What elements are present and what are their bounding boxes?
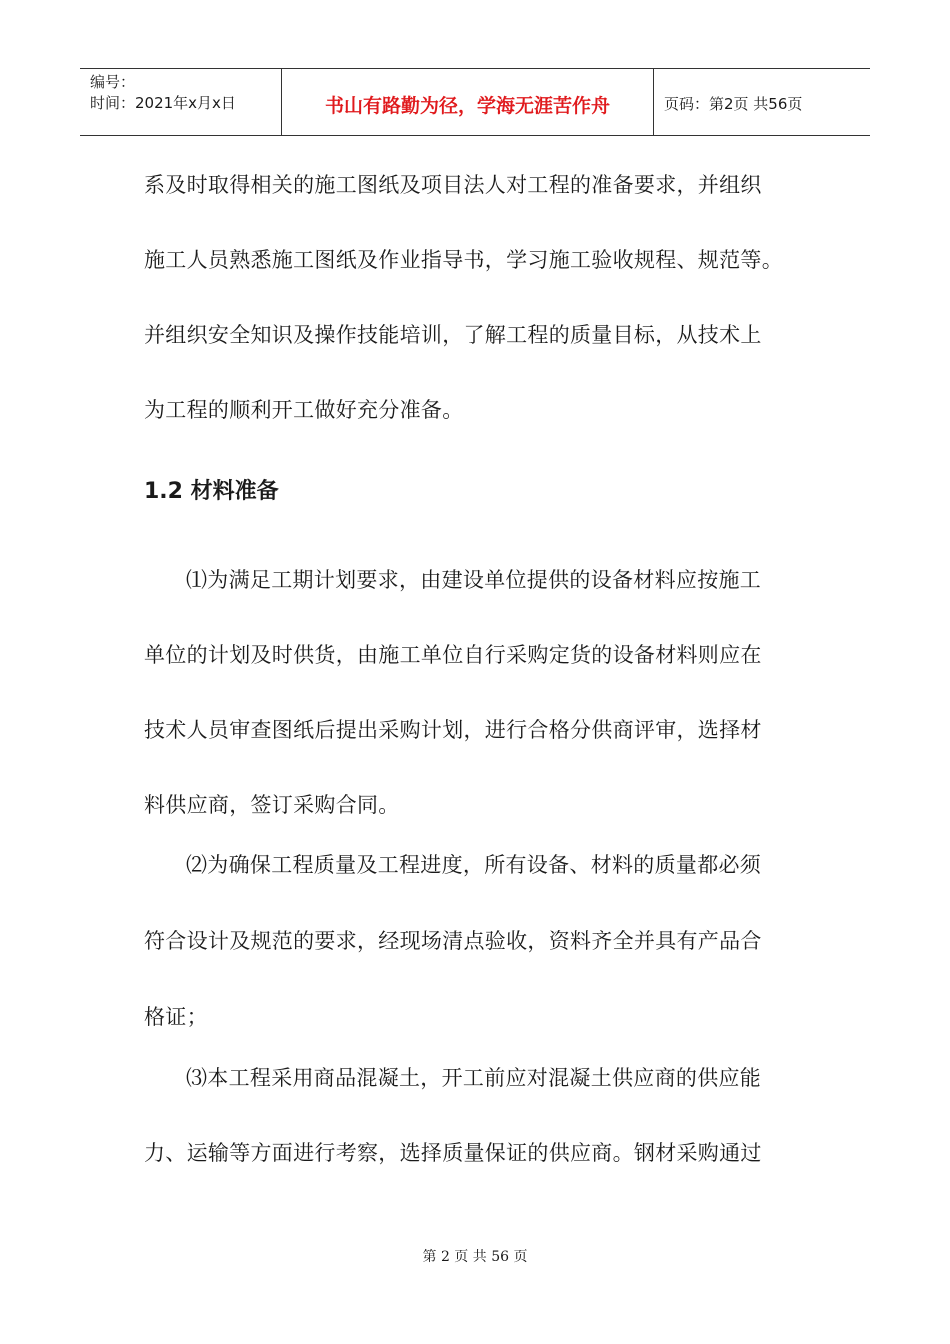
paragraph-line: 并组织安全知识及操作技能培训，了解工程的质量目标，从技术上: [144, 323, 762, 347]
paragraph-line: 力、运输等方面进行考察，选择质量保证的供应商。钢材采购通过: [144, 1141, 762, 1165]
paragraph-line: 符合设计及规范的要求，经现场清点验收，资料齐全并具有产品合: [144, 929, 762, 953]
paragraph-line: 单位的计划及时供货，由施工单位自行采购定货的设备材料则应在: [144, 643, 762, 667]
paragraph-line: 料供应商，签订采购合同。: [144, 793, 400, 817]
header-meta-cell: [80, 69, 282, 135]
header-motto-cell: [282, 69, 654, 135]
paragraph-line: 格证；: [144, 1005, 208, 1029]
paragraph-line: 为工程的顺利开工做好充分准备。: [144, 398, 464, 422]
header-page-info: 页码：第2页 共56页: [664, 94, 803, 113]
document-date-label: 时间：2021年x月x日: [90, 94, 236, 112]
document-number-label: 编号：: [90, 73, 136, 91]
paragraph-line: 施工人员熟悉施工图纸及作业指导书，学习施工验收规程、规范等。: [144, 248, 783, 272]
paragraph-line: 系及时取得相关的施工图纸及项目法人对工程的准备要求，并组织: [144, 173, 762, 197]
paragraph-line: 技术人员审查图纸后提出采购计划，进行合格分供商评审，选择材: [144, 718, 762, 742]
header-page-cell: [654, 69, 870, 135]
paragraph-line: ⑶本工程采用商品混凝土，开工前应对混凝土供应商的供应能: [186, 1066, 762, 1090]
paragraph-line: ⑵为确保工程质量及工程进度，所有设备、材料的质量都必须: [186, 853, 762, 877]
section-heading: 1.2 材料准备: [144, 479, 279, 504]
header-motto: 书山有路勤为径，学海无涯苦作舟: [324, 94, 610, 117]
page-footer: 第 2 页 共 56 页: [422, 1249, 528, 1265]
page-header: [80, 68, 870, 136]
paragraph-line: ⑴为满足工期计划要求，由建设单位提供的设备材料应按施工: [186, 568, 762, 592]
